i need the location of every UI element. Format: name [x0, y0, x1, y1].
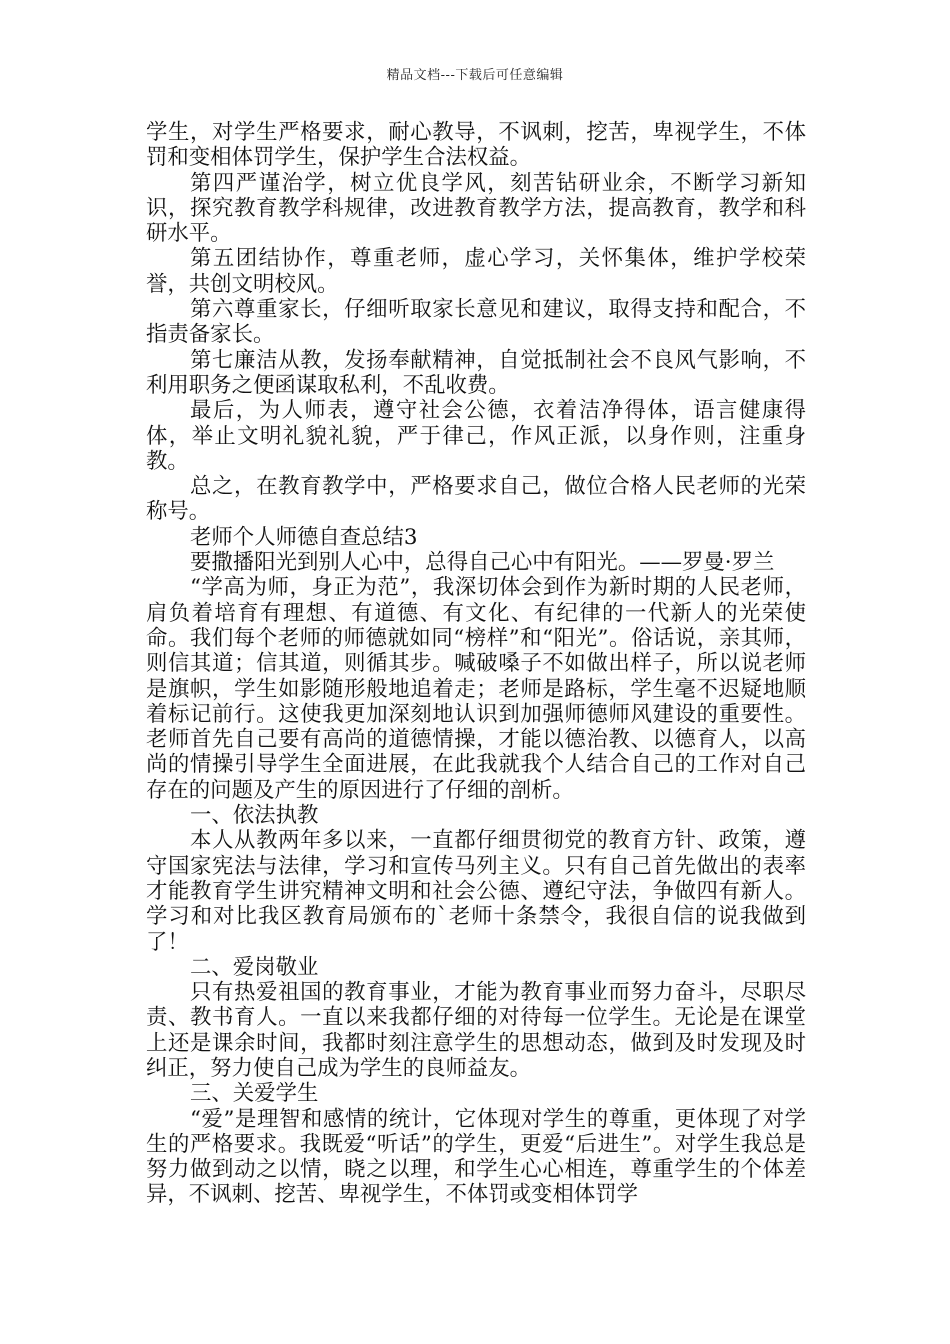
- paragraph-heading-2: 只有热爱祖国的教育事业，才能为教育事业而努力奋斗，尽职尽责、教书育人。一直以来我都仔细的对待每一位学生。无论是在课堂上还是课余时间，我都时刻注意学生的思想动态，做到及时发现及时纠正，努力使自己成为学生的良师益友。: [146, 980, 806, 1081]
- heading-1: 一、依法执教: [190, 803, 319, 829]
- quote-paragraph: 要撒播阳光到别人心中，总得自己心中有阳光。——罗曼·罗兰: [190, 550, 775, 576]
- paragraph-2: 第四严谨治学，树立优良学风，刻苦钻研业余，不断学习新知识，探究教育教学科规律，改进教育教学方法，提高教育，教学和科研水平。: [146, 170, 806, 247]
- paragraph-4: 第六尊重家长，仔细听取家长意见和建议，取得支持和配合，不指责备家长。: [146, 297, 806, 348]
- paragraph-5: 第七廉洁从教，发扬奉献精神，自觉抵制社会不良风气影响，不利用职务之便函谋取私利，不乱收费。: [146, 347, 806, 398]
- document-body: [146, 120, 806, 1208]
- paragraph-3: 第五团结协作，尊重老师，虚心学习，关怀集体，维护学校荣誉，共创文明校风。: [146, 246, 806, 297]
- section-title: 老师个人师德自查总结3: [190, 524, 418, 550]
- paragraph-heading-1: 本人从教两年多以来，一直都仔细贯彻党的教育方针、政策，遵守国家宪法与法律，学习和宣传马列主义。只有自己首先做出的表率才能教育学生讲究精神文明和社会公德、遵纪守法，争做四有新人。学习和对比我区教育局颁布的`老师十条禁令，我很自信的说我做到了！: [146, 828, 806, 955]
- heading-2: 二、爱岗敬业: [190, 954, 319, 980]
- paragraph-7: 总之，在教育教学中，严格要求自己，做位合格人民老师的光荣称号。: [146, 474, 806, 525]
- page-header: 精品文档---下载后可任意编辑: [386, 68, 564, 83]
- paragraph-intro: “学高为师，身正为范”，我深切体会到作为新时期的人民老师，肩负着培育有理想、有道德、有文化、有纪律的一代新人的光荣使命。我们每个老师的师德就如同“榜样”和“阳光”。俗话说，亲其师，则信其道；信其道，则循其步。喊破嗓子不如做出样子，所以说老师是旗帜，学生如影随形般地追着走；老师是路标，学生毫不迟疑地顺着标记前行。这使我更加深刻地认识到加强师德师风建设的重要性。老师首先自己要有高尚的道德情操，才能以德治教、以德育人，以高尚的情操引导学生全面进展，在此我就我个人结合自己的工作对自己存在的问题及产生的原因进行了仔细的剖析。: [146, 575, 806, 803]
- paragraph-heading-3: “爱”是理智和感情的统计，它体现对学生的尊重，更体现了对学生的严格要求。我既爱“听话”的学生，更爱“后进生”。对学生我总是努力做到动之以情，晓之以理，和学生心心相连，尊重学生的个体差异，不讽刺、挖苦、卑视学生，不体罚或变相体罚学: [146, 1106, 806, 1208]
- paragraph-6: 最后，为人师表，遵守社会公德，衣着洁净得体，语言健康得体，举止文明礼貌礼貌，严于律己，作风正派，以身作则，注重身教。: [146, 398, 806, 474]
- heading-3: 三、关爱学生: [190, 1081, 319, 1107]
- paragraph-1: 学生，对学生严格要求，耐心教导，不讽刺，挖苦，卑视学生，不体罚和变相体罚学生，保护学生合法权益。: [146, 120, 806, 171]
